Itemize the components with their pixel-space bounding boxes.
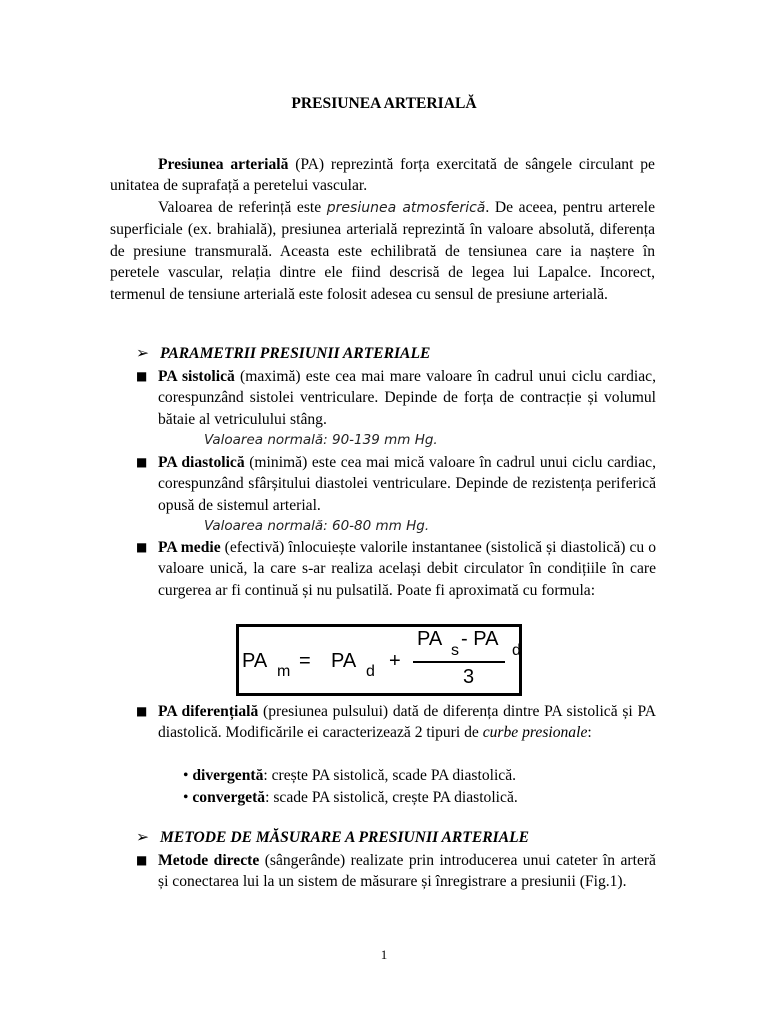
pa-sistolica-text [158,366,656,430]
pa-diferentiala-description: (presiunea pulsului) dată de diferența dintre PA sistolică și PA diastolică. Modificările ei caracterizează 2 tipuri de [158,703,656,742]
intro-p1-text: (PA) reprezintă forța exercitată de sângele circulant pe unitatea de suprafață a peretelui vascular. [110,156,655,195]
term-convergeta: convergetă [192,789,266,806]
pa-diastolica-text [158,452,656,516]
formula-numerator-minus: - PA [461,628,499,650]
square-bullet-icon: ■ [136,455,148,469]
formula-plus: + [389,650,401,672]
section-heading-methods [136,827,656,848]
pa-diferentiala-text [158,701,656,744]
intro-p2-text-a: Valoarea de referință este [158,199,327,216]
pa-sistolica-description: (maximă) este cea mai mare valoare în cadrul unui ciclu cardiac, corespunzând sistolei ventriculare. Depinde de forța de contracție și volumul bătaie al vetriculului stâng. [158,368,656,428]
formula-term-sub: d [366,663,375,680]
term-pa-diferentiala: PA diferențială [158,703,259,720]
square-bullet-icon: ■ [136,540,148,554]
term-divergenta: divergentă [192,767,264,784]
formula-term: PA [331,650,357,672]
sub-item-convergeta: • convergetă: scade PA sistolică, crește PA diastolică. [183,789,518,806]
intro-p2-text-b: . De aceea, pentru arterele superficiale (ex. brahială), presiunea arterială reprezintă în valoare absolută, diferența de presiune transmurală. Aceasta este echilibrată de tensiunea care ia naștere în peretele vascular, relația dintre ele fiind descrisă de legea lui Lapalce. Incorect, termenul de tensiune arterială este folosit adesea cu sensul de presiune arterială. [110,199,655,303]
mean-pressure-formula [236,624,522,696]
section-heading-parameters [136,343,656,364]
square-bullet-icon: ■ [136,853,148,867]
intro-paragraph-2 [110,197,655,305]
pa-diferentiala-tail: : [587,724,592,742]
metode-directe-text [158,850,656,893]
convergeta-text: : scade PA sistolică, crește PA diastolică. [265,789,518,806]
fraction-line [413,661,505,663]
pa-medie-description: (efectivă) înlocuiește valorile instantanee (sistolică și diastolică) cu o valoare unică, la care s-ar realiza același debit circulator în condițiile în care curgerea ar fi continuă și nu pulsatilă. Poate fi aproximată cu formula: [158,539,656,599]
page-number: 1 [380,947,388,962]
section-heading-methods-text: METODE DE MĂSURARE A PRESIUNII ARTERIALE [160,829,530,846]
page-title: PRESIUNEA ARTERIALĂ [291,95,477,112]
formula-numerator-a: PA [417,628,443,650]
term-pa-diastolica: PA diastolică [158,454,245,471]
term-curbe-presionale: curbe presionale [482,724,588,742]
formula-numerator-b-sub: d [512,642,521,659]
formula-lhs: PA [242,650,268,672]
sub-item-divergenta: • divergentă: crește PA sistolică, scade PA diastolică. [183,767,517,784]
term-presiunea-arteriala: Presiunea arterială [158,156,289,173]
term-presiunea-atmosferica: presiunea atmosferică [326,200,486,216]
arrow-bullet-icon: ➢ [136,344,150,362]
square-bullet-icon: ■ [136,369,148,383]
pa-diastolica-description: (minimă) este cea mai mică valoare în cadrul unui ciclu cardiac, corespunzând sfârșitului diastolei ventriculare. Depinde de rezistența periferică opusă de sistemul arterial. [158,454,656,514]
metode-directe-description: (sângerânde) realizate prin introducerea unui cateter în arteră și conectarea lui la un sistem de măsurare și înregistrare a presiunii (Fig.1). [158,852,656,891]
square-bullet-icon: ■ [136,704,148,718]
term-metode-directe: Metode directe [158,852,260,869]
term-pa-medie: PA medie [158,539,221,556]
pa-medie-text [158,537,656,601]
formula-lhs-sub: m [277,663,291,680]
formula-numerator-a-sub: s [451,642,459,659]
arrow-bullet-icon: ➢ [136,828,150,846]
term-pa-sistolica: PA sistolică [158,368,235,385]
formula-equals: = [299,650,311,672]
divergenta-text: : crește PA sistolică, scade PA diastolică. [263,767,517,784]
normal-value-sistolica: Valoarea normală: 90-139 mm Hg. [204,432,438,448]
formula-denominator: 3 [463,666,475,688]
normal-value-diastolica: Valoarea normală: 60-80 mm Hg. [204,518,430,534]
intro-paragraph-1 [110,154,655,197]
section-heading-parameters-text: PARAMETRII PRESIUNII ARTERIALE [160,345,431,362]
